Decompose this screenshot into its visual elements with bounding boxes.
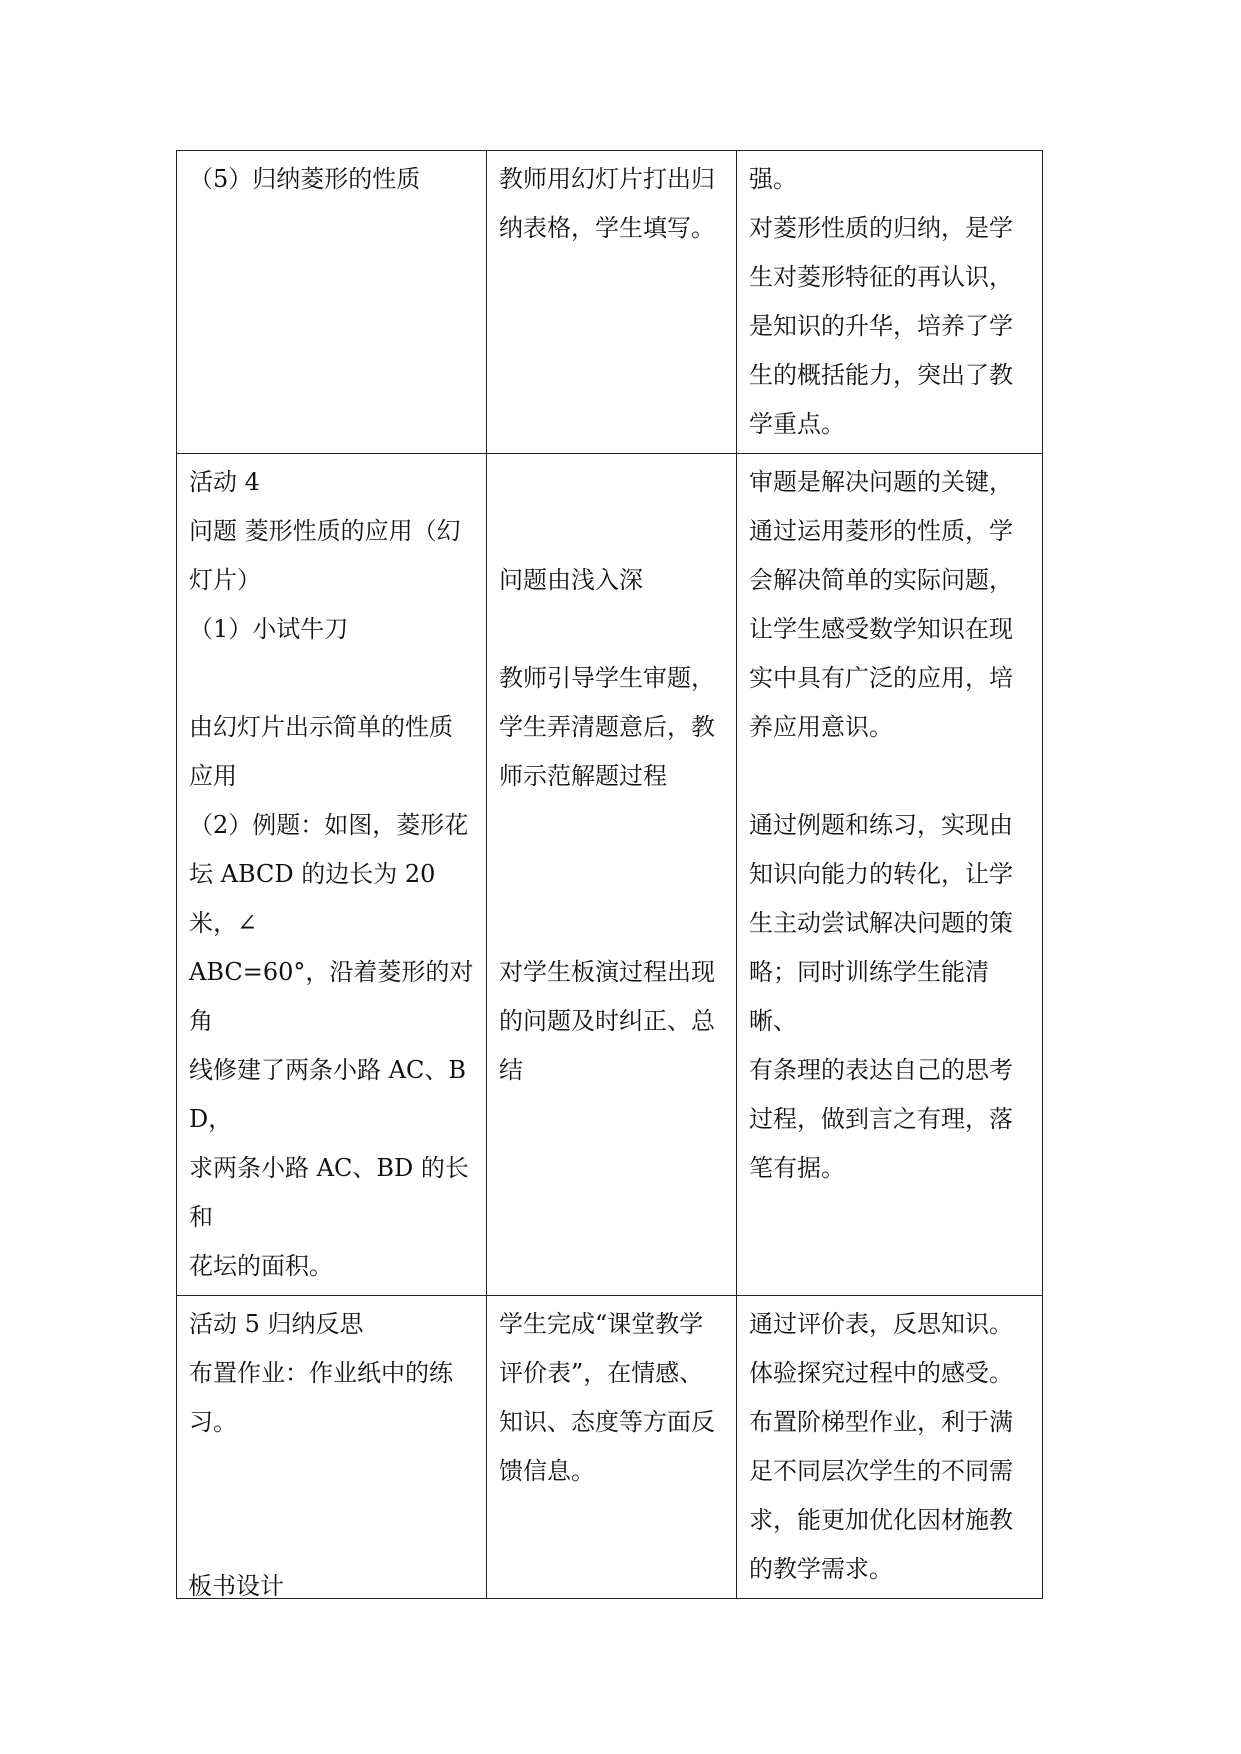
cell-text-line: 笔有据。 — [749, 1154, 845, 1182]
teacher-student-cell — [487, 151, 737, 454]
cell-text-line: 布置阶梯型作业，利于满 — [749, 1408, 1013, 1436]
cell-text-line: 体验探究过程中的感受。 — [749, 1359, 1013, 1387]
blank-line — [499, 850, 726, 899]
cell-text-line: 活动 4 — [189, 468, 260, 496]
cell-text-line: 通过评价表，反思知识。 — [749, 1310, 1013, 1338]
cell-text-line: 线修建了两条小路 AC、BD， — [189, 1056, 466, 1133]
blank-line — [749, 752, 1032, 801]
cell-text-line: 强。 — [749, 165, 797, 193]
cell-text-line: ABC=60°，沿着菱形的对角 — [189, 958, 474, 1035]
cell-text-line: 略；同时训练学生能清晰、 — [749, 958, 989, 1035]
cell-text-line: （1）小试牛刀 — [189, 615, 349, 643]
cell-text-line: 应用 — [189, 762, 237, 790]
blank-line — [499, 801, 726, 850]
blank-line — [499, 507, 726, 556]
section-heading: 板书设计 — [188, 1572, 284, 1600]
cell-text-line: （2）例题：如图，菱形花 — [189, 811, 469, 839]
activity-cell — [177, 454, 487, 1296]
cell-text-line: 对学生板演过程出现 — [499, 958, 715, 986]
cell-text-line: 的教学需求。 — [749, 1555, 893, 1583]
cell-text-line: 是知识的升华，培养了学 — [749, 312, 1013, 340]
activity-cell — [177, 1296, 487, 1599]
cell-text-line: 足不同层次学生的不同需 — [749, 1457, 1013, 1485]
cell-text-line: 布置作业：作业纸中的练习。 — [189, 1359, 453, 1436]
table-row — [177, 151, 1043, 454]
activity-cell — [177, 151, 487, 454]
design-intent-cell — [737, 151, 1043, 454]
design-intent-cell — [737, 1296, 1043, 1599]
cell-text-line: 求两条小路 AC、BD 的长和 — [189, 1154, 469, 1231]
cell-text-line: 对菱形性质的归纳，是学 — [749, 214, 1013, 242]
teacher-student-cell — [487, 1296, 737, 1599]
cell-text-line: 灯片） — [189, 566, 261, 594]
cell-text-line: 由幻灯片出示简单的性质 — [189, 713, 453, 741]
lesson-plan-table — [176, 150, 1043, 1599]
blank-line — [499, 458, 726, 507]
cell-text-line: 会解决简单的实际问题， — [749, 566, 1013, 594]
cell-text-line: 问题 菱形性质的应用（幻 — [189, 517, 461, 545]
teacher-student-cell — [487, 454, 737, 1296]
cell-text-line: 坛 ABCD 的边长为 20 米，∠ — [189, 860, 444, 937]
cell-text-line: 的问题及时纠正、总 — [499, 1007, 715, 1035]
blank-line — [499, 605, 726, 654]
lesson-plan-table-body — [177, 151, 1043, 1599]
cell-text-line: 纳表格，学生填写。 — [499, 214, 715, 242]
cell-text-line: 教师引导学生审题， — [499, 664, 715, 692]
cell-text-line: 学重点。 — [749, 410, 845, 438]
cell-text-line: 花坛的面积。 — [189, 1252, 333, 1280]
cell-text-line: 师示范解题过程 — [499, 762, 667, 790]
cell-text-line: 教师用幻灯片打出归 — [499, 165, 715, 193]
cell-text-line: 过程，做到言之有理，落 — [749, 1105, 1013, 1133]
blank-line — [189, 654, 476, 703]
cell-text-line: 生的概括能力，突出了教 — [749, 361, 1013, 389]
cell-text-line: （5）归纳菱形的性质 — [189, 165, 421, 193]
cell-text-line: 馈信息。 — [499, 1457, 595, 1485]
cell-text-line: 评价表”，在情感、 — [499, 1359, 704, 1387]
cell-text-line: 知识向能力的转化，让学 — [749, 860, 1013, 888]
cell-text-line: 生主动尝试解决问题的策 — [749, 909, 1013, 937]
design-intent-cell — [737, 454, 1043, 1296]
blank-line — [499, 899, 726, 948]
table-row — [177, 454, 1043, 1296]
cell-text-line: 结 — [499, 1056, 523, 1084]
cell-text-line: 实中具有广泛的应用，培 — [749, 664, 1013, 692]
table-row — [177, 1296, 1043, 1599]
cell-text-line: 生对菱形特征的再认识， — [749, 263, 1013, 291]
cell-text-line: 问题由浅入深 — [499, 566, 643, 594]
cell-text-line: 知识、态度等方面反 — [499, 1408, 715, 1436]
cell-text-line: 让学生感受数学知识在现 — [749, 615, 1013, 643]
cell-text-line: 活动 5 归纳反思 — [189, 1310, 364, 1338]
cell-text-line: 学生完成“课堂教学 — [499, 1310, 704, 1338]
cell-text-line: 审题是解决问题的关键， — [749, 468, 1013, 496]
cell-text-line: 有条理的表达自己的思考 — [749, 1056, 1013, 1084]
cell-text-line: 养应用意识。 — [749, 713, 893, 741]
cell-text-line: 求，能更加优化因材施教 — [749, 1506, 1013, 1534]
cell-text-line: 学生弄清题意后，教 — [499, 713, 715, 741]
cell-text-line: 通过运用菱形的性质，学 — [749, 517, 1013, 545]
cell-text-line: 通过例题和练习，实现由 — [749, 811, 1013, 839]
